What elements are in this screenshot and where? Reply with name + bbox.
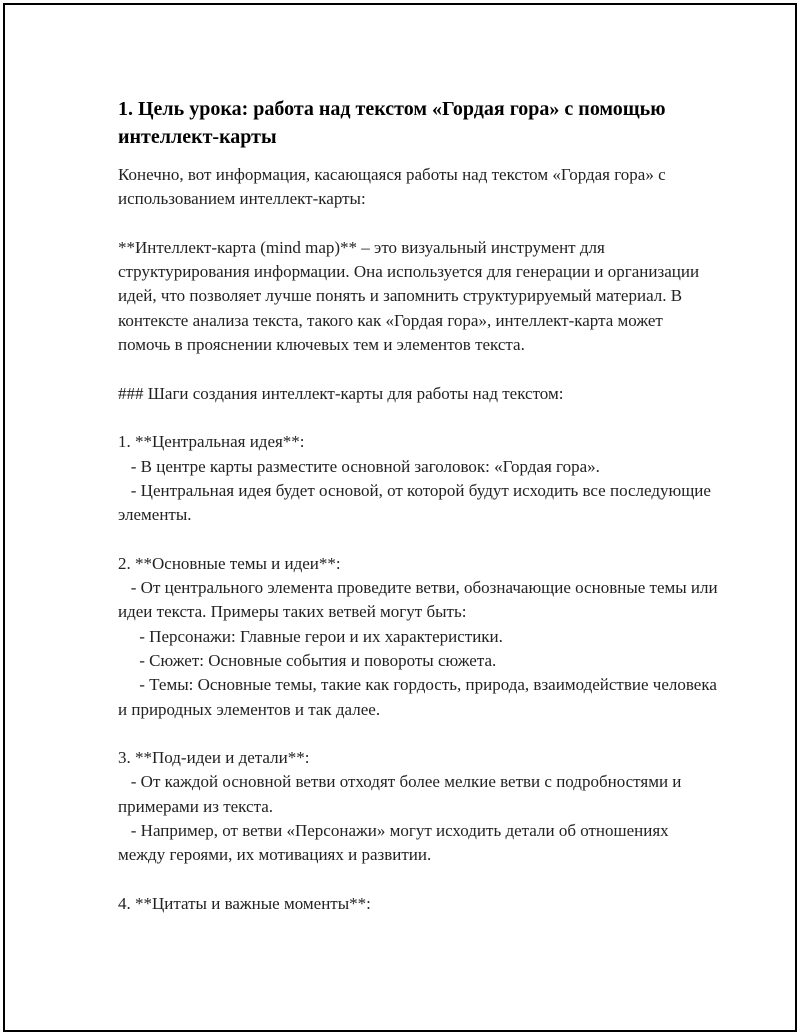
document-content [118,95,718,916]
document-title: 1. Цель урока: работа над текстом «Гордая гора» с помощью интеллект-карты [118,98,666,148]
document-body: Конечно, вот информация, касающаяся работы над текстом «Гордая гора» с использованием интеллект-карты: **Интеллект-карта (mind map)** – это визуальный инструмент для структурирования информации. Она используется для генерации и организации идей, что позволяет лучше понять и запомнить структурируемый материал. В контексте анализа текста, такого как «Гордая гора», интеллект-карта может помочь в прояснении ключевых тем и элементов текста. ### Шаги создания интеллект-карты для работы над текстом: 1. **Центральная идея**: - В центре карты разместите основной заголовок: «Гордая гора». - Центральная идея будет основой, от которой будут исходить все последующие элементы. 2. **Основные темы и идеи**: - От центрального элемента проведите ветви, обозначающие основные темы или идеи текста. Примеры таких ветвей могут быть: - Персонажи: Главные герои и их характеристики. - Сюжет: Основные события и повороты сюжета. - Темы: Основные темы, такие как гордость, природа, взаимодействие человека и природных элементов и так далее. 3. **Под-идеи и детали**: - От каждой основной ветви отходят более мелкие ветви с подробностями и примерами из текста. - Например, от ветви «Персонажи» могут исходить детали об отношениях между героями, их мотивациях и развитии. 4. **Цитаты и важные моменты**: [118,165,718,913]
